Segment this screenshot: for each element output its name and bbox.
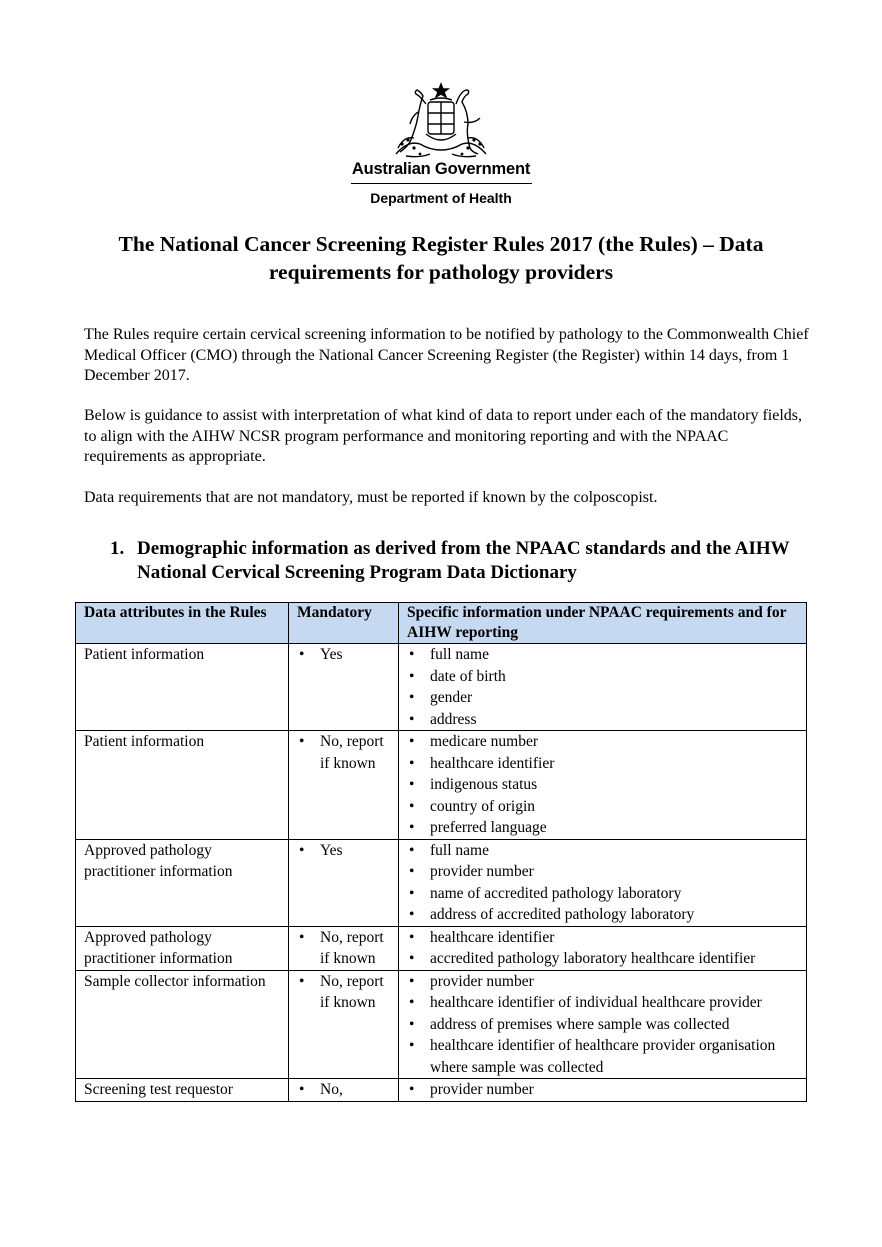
bullet-icon: • bbox=[409, 776, 415, 793]
list-item bbox=[407, 644, 800, 666]
list-item-text: provider number bbox=[430, 863, 534, 880]
bullet-icon: • bbox=[409, 884, 415, 902]
list-item-text: full name bbox=[430, 841, 489, 859]
table-row bbox=[76, 644, 807, 731]
list-item-text: healthcare identifier of healthcare provider organisation where sample was collected bbox=[430, 1037, 776, 1076]
bullet-icon: • bbox=[409, 733, 415, 750]
bullet-icon: • bbox=[409, 863, 415, 880]
list-item-text: address of accredited pathology laboratory bbox=[430, 906, 695, 923]
list-item-text: medicare number bbox=[430, 733, 539, 750]
bullet-icon: • bbox=[409, 689, 415, 706]
list-item-text: healthcare identifier of individual healthcare provider bbox=[430, 994, 762, 1011]
table-row bbox=[76, 970, 807, 1079]
coat-of-arms-icon bbox=[390, 82, 492, 162]
list-item bbox=[407, 927, 800, 949]
bullet-icon: • bbox=[409, 646, 415, 663]
bullet-icon: • bbox=[409, 1015, 415, 1033]
mandatory-text: No, bbox=[320, 1081, 343, 1098]
mandatory-value bbox=[297, 1079, 392, 1101]
list-item bbox=[407, 1014, 800, 1036]
list-item bbox=[407, 817, 800, 839]
mandatory-value bbox=[297, 644, 392, 666]
list-item bbox=[407, 709, 800, 731]
list-item bbox=[407, 731, 800, 753]
list-item bbox=[407, 1035, 800, 1078]
specific-info-cell bbox=[399, 839, 807, 926]
bullet-icon: • bbox=[299, 972, 305, 990]
list-item bbox=[407, 753, 800, 775]
mandatory-text: Yes bbox=[320, 646, 343, 663]
specific-info-cell bbox=[399, 1079, 807, 1102]
bullet-icon: • bbox=[299, 841, 305, 859]
bullet-icon: • bbox=[299, 733, 305, 750]
mandatory-value bbox=[297, 731, 392, 774]
mandatory-text: No, report if known bbox=[320, 928, 384, 967]
list-item-text: healthcare identifier bbox=[430, 754, 555, 772]
bullet-icon: • bbox=[299, 646, 305, 663]
attribute-cell: Screening test requestor bbox=[76, 1079, 289, 1102]
mandatory-value bbox=[297, 927, 392, 970]
mandatory-text: Yes bbox=[320, 841, 343, 859]
list-item bbox=[407, 840, 800, 862]
bullet-icon: • bbox=[409, 797, 415, 815]
table-row bbox=[76, 926, 807, 970]
table-row bbox=[76, 1079, 807, 1102]
attribute-cell: Sample collector information bbox=[76, 970, 289, 1079]
bullet-icon: • bbox=[409, 906, 415, 923]
section-title: Demographic information as derived from the NPAAC standards and the AIHW National Cervical Screening Program Data Dictionary bbox=[137, 538, 790, 583]
list-item-text: healthcare identifier bbox=[430, 928, 555, 946]
mandatory-cell bbox=[289, 970, 399, 1079]
bullet-icon: • bbox=[409, 667, 415, 685]
mandatory-cell bbox=[289, 644, 399, 731]
list-item-text: preferred language bbox=[430, 819, 547, 836]
list-item-text: address of premises where sample was collected bbox=[430, 1015, 730, 1033]
list-item-text: country of origin bbox=[430, 797, 536, 815]
bullet-icon: • bbox=[409, 972, 415, 990]
list-item bbox=[407, 1079, 800, 1101]
mandatory-value bbox=[297, 971, 392, 1014]
list-item bbox=[407, 904, 800, 926]
guidance-paragraph: Below is guidance to assist with interpretation of what kind of data to report under each of the mandatory fields, to align with the AIHW NCSR program performance and monitoring reporting and with the NPAAC requirements as appropriate. bbox=[84, 407, 803, 465]
document-title: The National Cancer Screening Register Rules 2017 (the Rules) – Data requirements for pathology providers bbox=[118, 232, 764, 284]
list-item bbox=[407, 971, 800, 993]
bullet-icon: • bbox=[409, 754, 415, 772]
table-header-row bbox=[76, 603, 807, 644]
bullet-icon: • bbox=[409, 710, 415, 728]
mandatory-cell bbox=[289, 731, 399, 840]
specific-info-cell bbox=[399, 926, 807, 970]
list-item-text: provider number bbox=[430, 1081, 534, 1098]
department-name: Department of Health bbox=[370, 190, 512, 206]
mandatory-cell bbox=[289, 839, 399, 926]
list-item-text: date of birth bbox=[430, 667, 506, 685]
non-mandatory-paragraph: Data requirements that are not mandatory, must be reported if known by the colposcopist. bbox=[84, 489, 658, 506]
attribute-cell: Patient information bbox=[76, 731, 289, 840]
attribute-cell: Approved pathology practitioner information bbox=[76, 926, 289, 970]
mandatory-text: No, report if known bbox=[320, 972, 384, 1011]
government-name: Australian Government bbox=[351, 160, 531, 178]
list-item bbox=[407, 948, 800, 970]
header-divider bbox=[351, 183, 532, 184]
list-item-text: address bbox=[430, 710, 477, 728]
list-item-text: gender bbox=[430, 689, 473, 706]
specific-info-cell bbox=[399, 970, 807, 1079]
list-item bbox=[407, 687, 800, 709]
bullet-icon: • bbox=[409, 928, 415, 946]
list-item bbox=[407, 883, 800, 905]
list-item-text: full name bbox=[430, 646, 489, 663]
list-item bbox=[407, 666, 800, 688]
bullet-icon: • bbox=[409, 1037, 415, 1054]
list-item-text: indigenous status bbox=[430, 776, 538, 793]
table-row bbox=[76, 839, 807, 926]
bullet-icon: • bbox=[299, 928, 305, 946]
specific-info-cell bbox=[399, 644, 807, 731]
bullet-icon: • bbox=[409, 819, 415, 836]
bullet-icon: • bbox=[409, 950, 415, 967]
data-requirements-table bbox=[75, 602, 807, 1102]
column-header-attribute: Data attributes in the Rules bbox=[76, 603, 289, 644]
section-number: 1. bbox=[110, 538, 125, 559]
list-item bbox=[407, 796, 800, 818]
mandatory-cell bbox=[289, 1079, 399, 1102]
column-header-specific-info: Specific information under NPAAC requirements and for AIHW reporting bbox=[399, 603, 807, 644]
column-header-mandatory: Mandatory bbox=[289, 603, 399, 644]
attribute-cell: Approved pathology practitioner information bbox=[76, 839, 289, 926]
specific-info-cell bbox=[399, 731, 807, 840]
mandatory-value bbox=[297, 840, 392, 862]
bullet-icon: • bbox=[409, 994, 415, 1011]
mandatory-text: No, report if known bbox=[320, 733, 384, 772]
attribute-cell: Patient information bbox=[76, 644, 289, 731]
list-item-text: name of accredited pathology laboratory bbox=[430, 884, 682, 902]
mandatory-cell bbox=[289, 926, 399, 970]
bullet-icon: • bbox=[409, 1081, 415, 1098]
list-item bbox=[407, 992, 800, 1014]
list-item-text: accredited pathology laboratory healthcare identifier bbox=[430, 950, 756, 967]
bullet-icon: • bbox=[299, 1081, 305, 1098]
bullet-icon: • bbox=[409, 841, 415, 859]
list-item bbox=[407, 774, 800, 796]
list-item bbox=[407, 861, 800, 883]
table-row bbox=[76, 731, 807, 840]
intro-paragraph: The Rules require certain cervical screening information to be notified by pathology to the Commonwealth Chief Medical Officer (CMO) through the National Cancer Screening Register (the Register) within 14 days, from 1 December 2017. bbox=[84, 326, 809, 384]
list-item-text: provider number bbox=[430, 972, 534, 990]
